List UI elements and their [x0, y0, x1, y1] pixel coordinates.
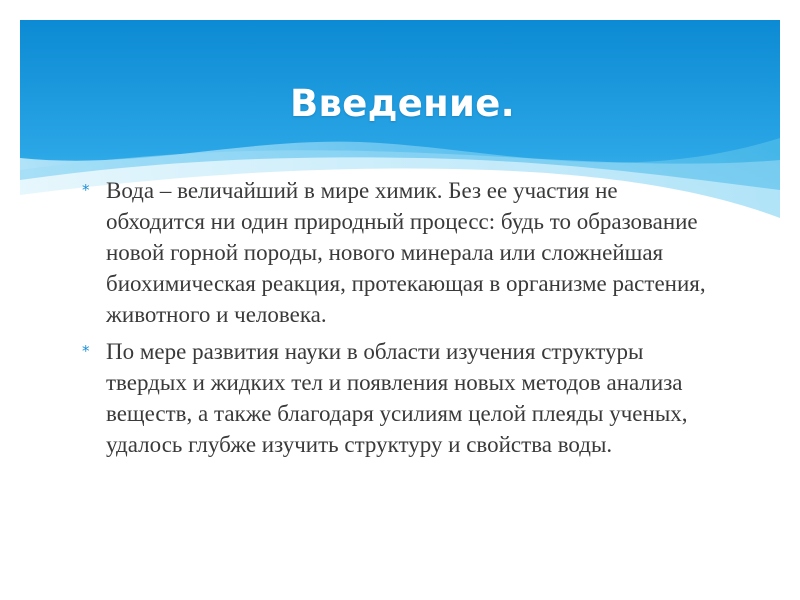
bullet-text: Вода – величайший в мире химик. Без ее участия не обходится ни один природный процесс: будь то образование новой горной породы, нового минерала или сложнейшая биохимическая реакция, протекающая в организме растения, животного и человека. — [106, 178, 706, 327]
slide-title: Введение. — [290, 82, 516, 125]
slide — [20, 20, 780, 585]
bullet-item — [80, 336, 720, 460]
bullet-list — [80, 175, 720, 466]
bullet-text: По мере развития науки в области изучения структуры твердых и жидких тел и появления новых методов анализа веществ, а также благодаря усилиям целой плеяды ученых, удалось глубже изучить структуру и свойства воды. — [106, 339, 688, 457]
bullet-star-icon: * — [82, 181, 90, 199]
bullet-star-icon: * — [82, 342, 90, 360]
bullet-item — [80, 175, 720, 330]
